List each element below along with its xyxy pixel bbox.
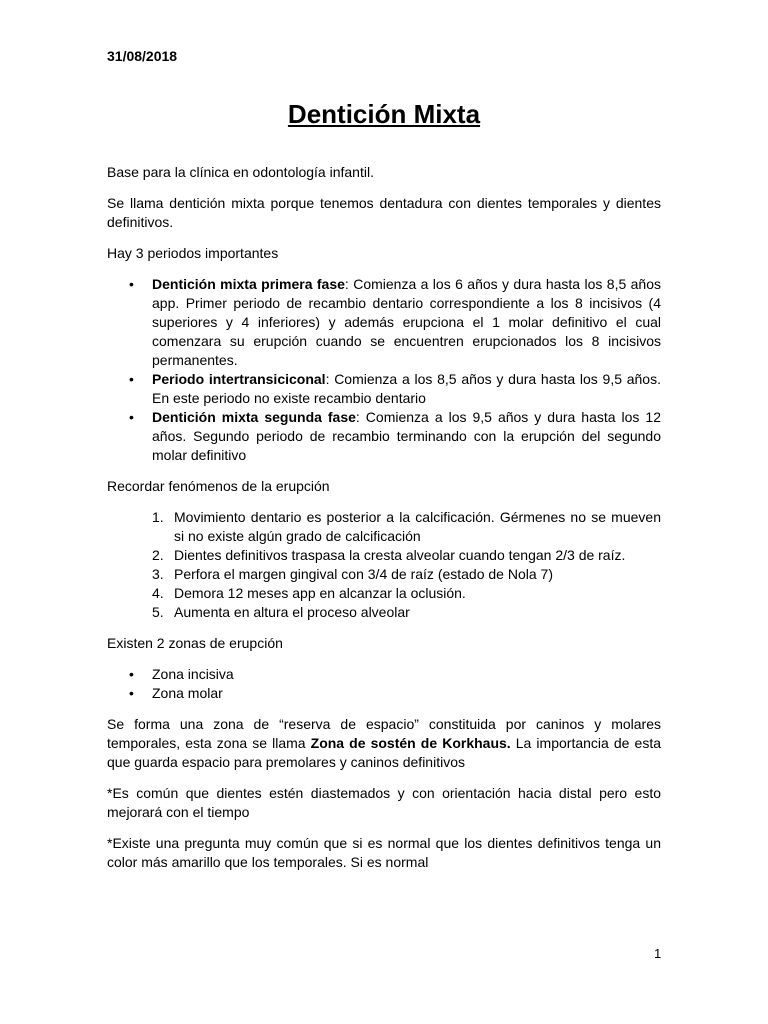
list-item	[107, 275, 661, 370]
list-item-text: : Comienza a los 9,5 años y dura hasta los 12 años. Segundo periodo de recambio terminando con la erupción del segundo molar definitivo	[152, 409, 661, 463]
paragraph-intro: Base para la clínica en odontología infantil.	[107, 164, 374, 180]
paragraph-text: Se forma una zona de “reserva de espacio” constituida por caninos y molares temporales, esta zona se llama	[107, 716, 661, 751]
paragraph-periods-intro: Hay 3 periodos importantes	[107, 245, 279, 261]
periods-list	[107, 275, 661, 465]
list-item	[107, 684, 661, 703]
list-item	[107, 584, 661, 603]
paragraph-zones-intro: Existen 2 zonas de erupción	[107, 635, 283, 651]
document-date: 31/08/2018	[107, 48, 178, 64]
paragraph-definition: Se llama dentición mixta porque tenemos dentadura con dientes temporales y dientes definitivos.	[107, 195, 661, 230]
list-number: 3.	[152, 566, 164, 582]
list-item	[107, 546, 661, 565]
list-item	[107, 603, 661, 622]
list-item-text: Zona molar	[152, 685, 223, 701]
paragraph-term: Zona de sostén de Korkhaus.	[310, 735, 511, 751]
list-item-text: Perfora el margen gingival con 3/4 de raíz (estado de Nola 7)	[174, 566, 553, 582]
paragraph-note-diastema: *Es común que dientes estén diastemados y con orientación hacia distal pero esto mejorará con el tiempo	[107, 785, 661, 820]
list-item	[107, 408, 661, 465]
paragraph-phenomena-intro: Recordar fenómenos de la erupción	[107, 478, 330, 494]
bullet-icon: •	[129, 371, 134, 387]
paragraph-text: La importancia de esta que guarda espacio para premolares y caninos definitivos	[107, 735, 662, 770]
page-number: 1	[654, 946, 662, 961]
paragraph-korkhaus	[107, 715, 661, 772]
list-item-text: Demora 12 meses app en alcanzar la oclusión.	[174, 585, 466, 601]
bullet-icon: •	[129, 409, 134, 425]
document-title: Dentición Mixta	[287, 99, 481, 129]
list-number: 5.	[152, 604, 164, 620]
list-item	[107, 665, 661, 684]
bullet-icon: •	[129, 666, 134, 682]
list-item-term: Dentición mixta segunda fase	[152, 409, 356, 425]
list-item-text: : Comienza a los 6 años y dura hasta los 8,5 años app. Primer periodo de recambio dentario correspondiente a los 8 incisivos (4 superiores y 4 inferiores) y además erupciona el 1 molar definitivo el cual comenzara su erupción cuando se encuentren erupcionados los 8 incisivos permanentes.	[152, 276, 661, 368]
list-number: 2.	[152, 547, 164, 563]
list-item-text: Zona incisiva	[152, 666, 234, 682]
list-item-term: Periodo intertransiciconal	[152, 371, 326, 387]
list-item-text: Aumenta en altura el proceso alveolar	[174, 604, 410, 620]
list-number: 1.	[152, 509, 164, 525]
paragraph-note-color: *Existe una pregunta muy común que si es normal que los dientes definitivos tenga un color más amarillo que los temporales. Si es normal	[107, 835, 661, 870]
phenomena-list	[107, 508, 661, 622]
list-item	[107, 370, 661, 408]
list-item-term: Dentición mixta primera fase	[152, 276, 345, 292]
document-body	[107, 163, 661, 884]
bullet-icon: •	[129, 685, 134, 701]
list-item	[107, 508, 661, 546]
list-item-text: Dientes definitivos traspasa la cresta alveolar cuando tengan 2/3 de raíz.	[174, 547, 626, 563]
list-item	[107, 565, 661, 584]
zones-list	[107, 665, 661, 703]
list-item-text: Movimiento dentario es posterior a la calcificación. Gérmenes no se mueven si no existe algún grado de calcificación	[174, 509, 661, 544]
list-number: 4.	[152, 585, 164, 601]
list-item-text: : Comienza a los 8,5 años y dura hasta los 9,5 años. En este periodo no existe recambio dentario	[152, 371, 661, 406]
bullet-icon: •	[129, 276, 134, 292]
